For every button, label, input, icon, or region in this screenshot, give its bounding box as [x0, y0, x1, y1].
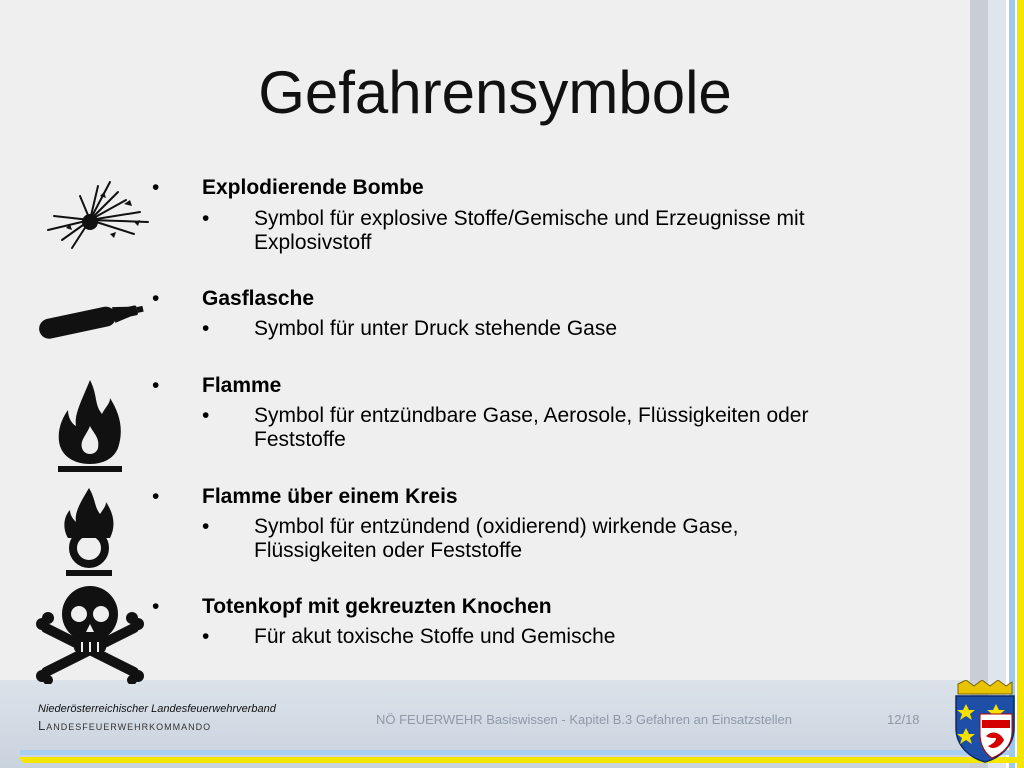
page-number: 12/18: [887, 712, 920, 727]
fire-brigade-crest-icon: [952, 680, 1018, 764]
organization-subtitle: Landesfeuerwehrkommando: [38, 718, 212, 733]
sub-bullet-text: [254, 404, 914, 452]
organization-name: Niederösterreichischer Landesfeuerwehrverband: [38, 703, 276, 715]
decor-stripe-blue: [1009, 0, 1015, 768]
bullet-marker: •: [202, 404, 210, 427]
bullet-heading: Flamme über einem Kreis: [202, 485, 458, 508]
bullet-marker: •: [202, 207, 210, 230]
bullet-heading: Explodierende Bombe: [202, 176, 424, 199]
text-line: Symbol für explosive Stoffe/Gemische und Erzeugnisse mit: [254, 207, 805, 230]
bullet-marker: •: [152, 176, 160, 199]
text-line: Symbol für entzündbare Gase, Aerosole, Flüssigkeiten oder: [254, 404, 809, 427]
bullet-heading: Totenkopf mit gekreuzten Knochen: [202, 595, 552, 618]
bullet-marker: •: [152, 374, 160, 397]
bullet-marker: •: [202, 317, 210, 340]
footer-course-title: NÖ FEUERWEHR Basiswissen - Kapitel B.3 Gefahren an Einsatzstellen: [376, 712, 792, 727]
flame-icon: [54, 378, 126, 474]
bullet-marker: •: [202, 515, 210, 538]
text-line: Flüssigkeiten oder Feststoffe: [254, 539, 523, 562]
decor-stripe-yellow: [1017, 0, 1024, 768]
bullet-marker: •: [152, 485, 160, 508]
bullet-heading: Gasflasche: [202, 287, 315, 310]
bullet-marker: •: [202, 625, 210, 648]
decor-line-blue: [20, 750, 1010, 755]
text-line: Symbol für unter Druck stehende Gase: [254, 317, 618, 340]
bullet-heading: Flamme: [202, 374, 282, 397]
gas-cylinder-icon: [34, 294, 146, 344]
text-line: Feststoffe: [254, 428, 346, 451]
slide-title: Gefahrensymbole: [258, 59, 732, 126]
bullet-marker: •: [152, 595, 160, 618]
explosive-bomb-icon: [40, 178, 152, 254]
sub-bullet-text: [254, 625, 914, 649]
text-line: Explosivstoff: [254, 231, 372, 254]
flame-over-circle-icon: [56, 486, 122, 578]
sub-bullet-text: [254, 317, 914, 341]
decor-stripe: [988, 0, 1006, 768]
sub-bullet-text: [254, 515, 914, 563]
bullet-marker: •: [152, 287, 160, 310]
text-line: Für akut toxische Stoffe und Gemische: [254, 625, 616, 648]
skull-crossbones-icon: [34, 584, 146, 684]
decor-line-yellow: [20, 757, 1024, 763]
sub-bullet-text: [254, 207, 914, 255]
text-line: Symbol für entzündend (oxidierend) wirkende Gase,: [254, 515, 739, 538]
